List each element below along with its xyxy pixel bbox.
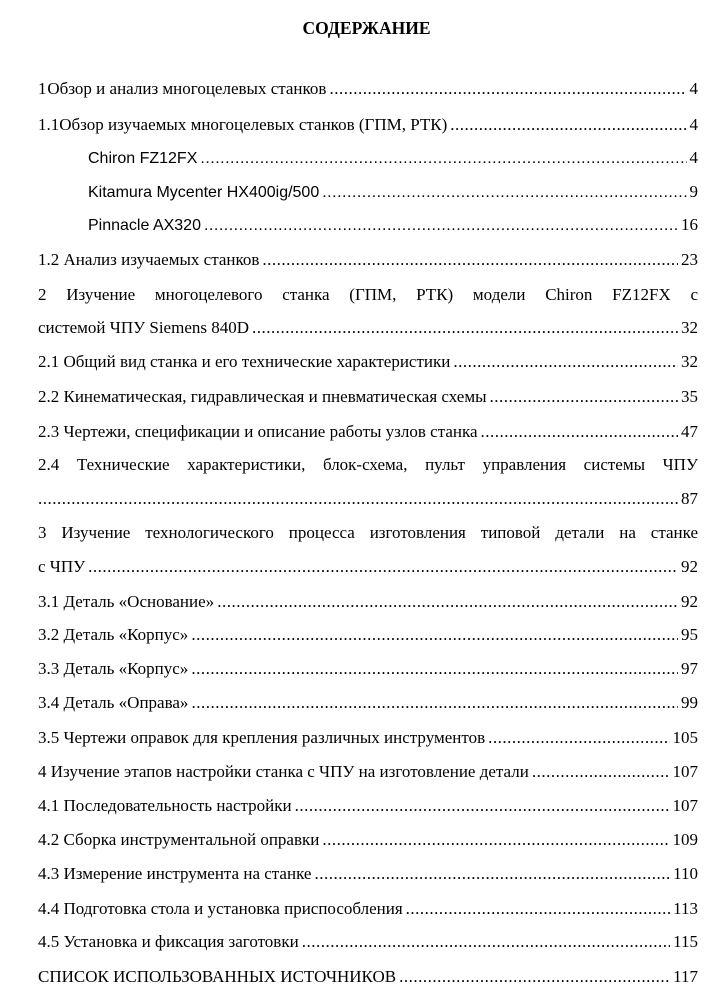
toc-entry-title: 4.1 Последовательность настройки — [38, 796, 292, 815]
toc-entry-page: 92 — [681, 557, 698, 576]
toc-entry-page: 87 — [681, 489, 698, 508]
page-title: СОДЕРЖАНИЕ — [302, 18, 431, 38]
toc-entry-page: 4 — [689, 148, 698, 167]
toc-entry-page: 9 — [689, 182, 698, 201]
toc-entry[interactable] — [38, 828, 698, 852]
toc-entry-title: 2.4 Технические характеристики, блок-схема, пульт управления системы ЧПУ — [38, 455, 698, 474]
toc-entry-page: 23 — [681, 250, 698, 269]
toc-entry-page: 107 — [672, 762, 698, 781]
toc-entry-page: 109 — [672, 830, 698, 849]
toc-entry-title: 4.2 Сборка инструментальной оправки — [38, 830, 320, 849]
toc-entry[interactable] — [38, 385, 698, 409]
toc-entry[interactable] — [38, 316, 698, 340]
toc-entry[interactable] — [38, 623, 698, 647]
dot-leader — [217, 590, 678, 614]
toc-entry-line1[interactable] — [38, 453, 698, 477]
toc-entry-page: 110 — [673, 864, 698, 883]
dot-leader — [191, 691, 678, 715]
dot-leader — [532, 760, 670, 784]
toc-entry[interactable] — [38, 420, 698, 444]
toc-entry-page: 115 — [673, 932, 698, 951]
dot-leader — [322, 828, 669, 852]
toc-entry-page: 4 — [689, 115, 698, 134]
toc-entry-page: 117 — [673, 967, 698, 986]
toc-entry-title-cont: с ЧПУ — [38, 557, 86, 576]
toc-entry[interactable] — [38, 590, 698, 614]
toc-entry-number: 1 — [38, 79, 47, 98]
toc-entry[interactable] — [38, 77, 698, 101]
toc-entry-title: 3.3 Деталь «Корпус» — [38, 659, 189, 678]
dot-leader — [191, 657, 678, 681]
toc-entry-title: Kitamura Mycenter HX400ig/500 — [88, 184, 320, 201]
dot-leader — [453, 350, 678, 374]
toc-entry-page: 92 — [681, 592, 698, 611]
toc-entry-page: 99 — [681, 693, 698, 712]
toc-entry-title: 2 Изучение многоцелевого станка (ГПМ, РТК) модели Chiron FZ12FX с — [38, 285, 698, 304]
dot-leader — [450, 113, 686, 137]
toc-entry-title: Chiron FZ12FX — [88, 150, 198, 167]
dot-leader — [314, 862, 670, 886]
toc-entry-page: 4 — [689, 79, 698, 98]
dot-leader — [200, 147, 686, 171]
toc-entry[interactable] — [38, 794, 698, 818]
dot-leader — [399, 965, 670, 989]
toc-entry[interactable] — [88, 146, 698, 170]
toc-entry-title: 4.3 Измерение инструмента на станке — [38, 864, 312, 883]
toc-entry[interactable] — [38, 248, 698, 272]
toc-entry[interactable] — [38, 897, 698, 921]
dot-leader — [488, 726, 669, 750]
toc-entry-page: 47 — [681, 422, 698, 441]
dot-leader — [88, 555, 678, 579]
toc-entry-line1[interactable] — [38, 283, 698, 307]
toc-entry[interactable] — [38, 691, 698, 715]
toc-entry-title: Обзор изучаемых многоцелевых станков (ГПМ, РТК) — [59, 115, 448, 134]
toc-entry-title: 4 Изучение этапов настройки станка с ЧПУ на изготовление детали — [38, 762, 529, 781]
toc-entry-references[interactable] — [38, 965, 698, 989]
toc-entry-title: Pinnacle AX320 — [88, 217, 201, 234]
toc-entry[interactable] — [38, 113, 698, 137]
dot-leader — [406, 897, 670, 921]
toc-entry-title-cont: системой ЧПУ Siemens 840D — [38, 318, 250, 337]
toc-entry[interactable] — [88, 213, 698, 237]
toc-entry-page: 105 — [672, 728, 698, 747]
dot-leader — [490, 385, 678, 409]
toc-entry-title: 3.4 Деталь «Оправа» — [38, 693, 189, 712]
toc-entry-page: 32 — [681, 352, 698, 371]
dot-leader — [252, 316, 678, 340]
toc-entry[interactable] — [38, 555, 698, 579]
dot-leader — [329, 77, 686, 101]
toc-entry[interactable] — [38, 760, 698, 784]
toc-entry-line1[interactable] — [38, 521, 698, 545]
toc-entry-title: 2.3 Чертежи, спецификации и описание работы узлов станка — [38, 422, 478, 441]
toc-entry-title: 3.1 Деталь «Основание» — [38, 592, 215, 611]
toc-entry-title: 3.5 Чертежи оправок для крепления различных инструментов — [38, 728, 486, 747]
toc-entry-number: 1.1 — [38, 115, 60, 134]
dot-leader — [295, 794, 670, 818]
toc-entry-page: 95 — [681, 625, 698, 644]
toc-entry[interactable] — [88, 180, 698, 204]
toc-entry[interactable] — [38, 350, 698, 374]
dot-leader — [262, 248, 678, 272]
toc-entry-title: СПИСОК ИСПОЛЬЗОВАННЫХ ИСТОЧНИКОВ — [38, 967, 397, 986]
dot-leader — [302, 930, 670, 954]
toc-entry-title: 1.2 Анализ изучаемых станков — [38, 250, 260, 269]
toc-entry-title: 3.2 Деталь «Корпус» — [38, 625, 189, 644]
dot-leader — [191, 623, 678, 647]
toc-entry-page: 35 — [681, 387, 698, 406]
toc-entry-title: 4.5 Установка и фиксация заготовки — [38, 932, 299, 951]
toc-entry-title: 3 Изучение технологического процесса изготовления типовой детали на станке — [38, 523, 698, 542]
dot-leader — [322, 181, 686, 205]
toc-entry[interactable] — [38, 862, 698, 886]
toc-entry-page: 107 — [672, 796, 698, 815]
toc-entry[interactable] — [38, 487, 698, 511]
dot-leader — [38, 487, 678, 511]
toc-entry-title: 2.2 Кинематическая, гидравлическая и пневматическая схемы — [38, 387, 487, 406]
toc-entry-title: Обзор и анализ многоцелевых станков — [47, 79, 327, 98]
toc-entry-page: 97 — [681, 659, 698, 678]
toc-entry[interactable] — [38, 726, 698, 750]
toc-entry-title: 2.1 Общий вид станка и его технические характеристики — [38, 352, 451, 371]
toc-entry[interactable] — [38, 930, 698, 954]
dot-leader — [481, 420, 678, 444]
toc-entry[interactable] — [38, 657, 698, 681]
toc-entry-page: 113 — [673, 899, 698, 918]
toc-entry-page: 32 — [681, 318, 698, 337]
toc-entry-title: 4.4 Подготовка стола и установка приспособления — [38, 899, 403, 918]
dot-leader — [204, 214, 678, 238]
toc-entry-page: 16 — [681, 215, 698, 234]
